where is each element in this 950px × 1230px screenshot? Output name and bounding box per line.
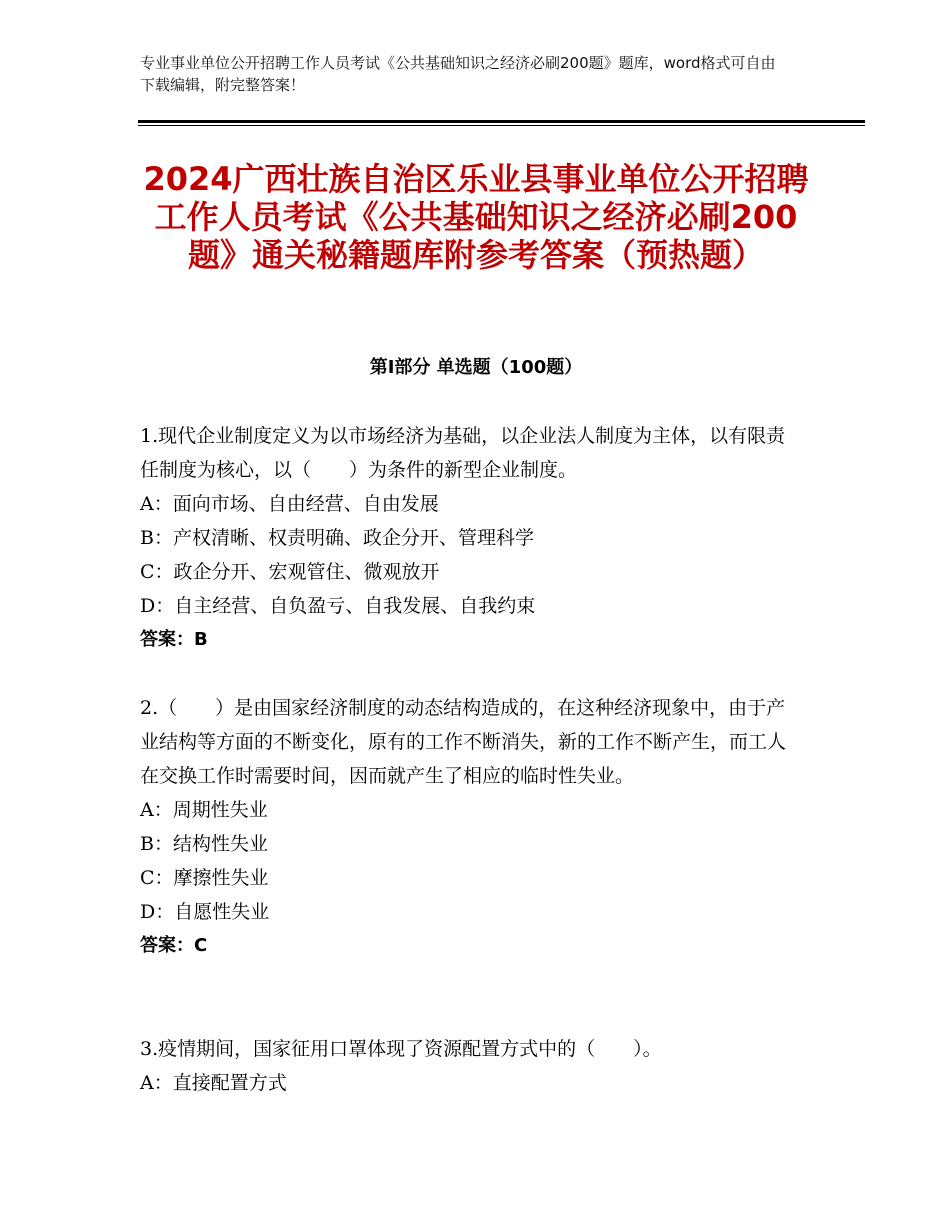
answer: 答案：C — [140, 935, 208, 956]
option-c: C：政企分开、宏观管住、微观放开 — [140, 561, 440, 583]
option-a: A：面向市场、自由经营、自由发展 — [140, 493, 439, 515]
option-b: B：产权清晰、权责明确、政企分开、管理科学 — [140, 527, 534, 549]
option-c: C：摩擦性失业 — [140, 867, 269, 889]
option-d: D：自愿性失业 — [140, 901, 270, 923]
header-divider-thick — [138, 120, 865, 123]
question-stem: 3.疫情期间，国家征用口罩体现了资源配置方式中的（ ）。 — [140, 1038, 662, 1060]
section-title: 第Ⅰ部分 单选题（100题） — [369, 357, 583, 378]
option-a: A：直接配置方式 — [140, 1072, 287, 1094]
header-divider-thin — [138, 125, 865, 126]
question-stem: 1.现代企业制度定义为以市场经济为基础，以企业法人制度为主体，以有限责任制度为核心，以（ ）为条件的新型企业制度。 — [140, 425, 786, 481]
question-3 — [140, 1032, 800, 1100]
option-a: A：周期性失业 — [140, 799, 268, 821]
option-b: B：结构性失业 — [140, 833, 268, 855]
document-title: 2024广西壮族自治区乐业县事业单位公开招聘工作人员考试《公共基础知识之经济必刷200题》通关秘籍题库附参考答案（预热题） — [143, 160, 809, 274]
question-1 — [140, 419, 800, 657]
answer: 答案：B — [140, 629, 208, 650]
question-2 — [140, 691, 800, 963]
header-note: 专业事业单位公开招聘工作人员考试《公共基础知识之经济必刷200题》题库，word格式可自由下载编辑，附完整答案！ — [140, 54, 776, 94]
question-stem: 2.（ ）是由国家经济制度的动态结构造成的，在这种经济现象中，由于产业结构等方面的不断变化，原有的工作不断消失，新的工作不断产生，而工人在交换工作时需要时间，因而就产生了相应的临时性失业。 — [140, 697, 787, 787]
option-d: D：自主经营、自负盈亏、自我发展、自我约束 — [140, 595, 536, 617]
